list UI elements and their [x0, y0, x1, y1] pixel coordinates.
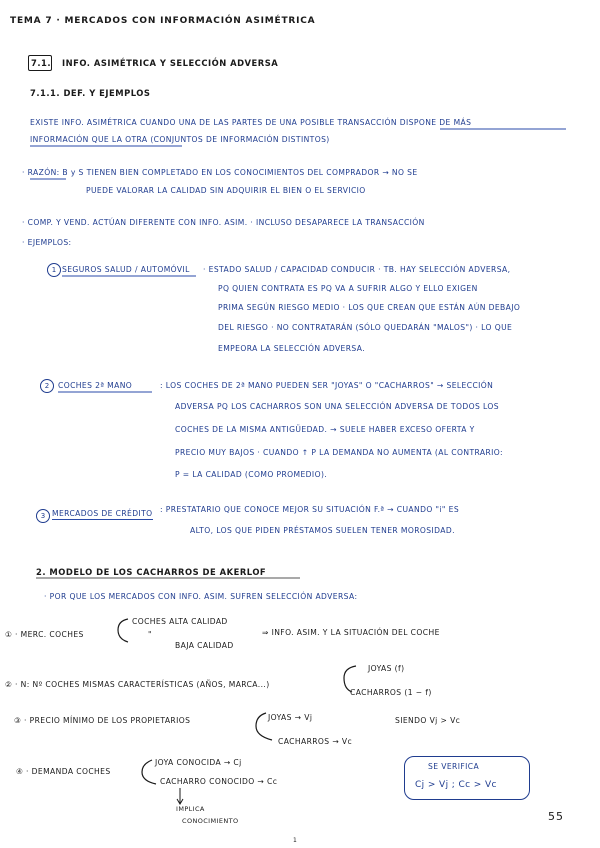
example-3-number: 3: [36, 509, 50, 523]
porque-line: · POR QUE LOS MERCADOS CON INFO. ASIM. SUFREN SELECCIÓN ADVERSA:: [44, 592, 358, 601]
section-number: 7.1.: [31, 58, 52, 68]
section-title: INFO. ASIMÉTRICA Y SELECCIÓN ADVERSA: [62, 58, 279, 68]
example-3-line-1: : PRESTATARIO QUE CONOCE MEJOR SU SITUACIÓN F.ª → CUANDO "i" ES: [160, 505, 460, 514]
model-1-branch-low: BAJA CALIDAD: [175, 641, 234, 650]
ejemplos-label: · EJEMPLOS:: [22, 238, 72, 247]
example-2-line-3: COCHES DE LA MISMA ANTIGÜEDAD. → SUELE HABER EXCESO OFERTA Y: [175, 425, 475, 434]
model-1-ditto-mark: ": [148, 630, 152, 639]
example-2-label: COCHES 2ª MANO: [58, 381, 133, 390]
example-1-number: 1: [47, 263, 61, 277]
example-2-line-2: ADVERSA PQ LOS CACHARROS SON UNA SELECCIÓN ADVERSA DE TODOS LOS: [175, 402, 499, 411]
razon-line-2: PUEDE VALORAR LA CALIDAD SIN ADQUIRIR EL BIEN O EL SERVICIO: [86, 186, 366, 195]
model-1-branch-high: COCHES ALTA CALIDAD: [132, 617, 228, 626]
example-2-line-4: PRECIO MUY BAJOS · CUANDO ↑ P LA DEMANDA NO AUMENTA (AL CONTRARIO:: [175, 448, 503, 457]
example-3-line-2: ALTO, LOS QUE PIDEN PRÉSTAMOS SUELEN TENER MOROSIDAD.: [190, 526, 455, 535]
page-title: TEMA 7 · MERCADOS CON INFORMACIÓN ASIMÉTRICA: [10, 16, 316, 26]
example-1-line-2: PQ QUIEN CONTRATA ES PQ VA A SUFRIR ALGO Y ELLO EXIGEN: [218, 284, 478, 293]
subsection-title: 7.1.1. DEF. Y EJEMPLOS: [30, 88, 151, 98]
definition-line-2: INFORMACIÓN QUE LA OTRA (CONJUNTOS DE INFORMACIÓN DISTINTOS): [30, 135, 330, 144]
model-3-result: SIENDO Vj > Vc: [395, 716, 461, 725]
model-4-branch-cacharro: CACHARRO CONOCIDO → Cc: [160, 777, 278, 786]
verification-title: SE VERIFICA: [428, 762, 480, 771]
page-number: 55: [548, 810, 564, 823]
model-4-label: ④ · DEMANDA COCHES: [16, 767, 111, 776]
example-1-line-4: DEL RIESGO · NO CONTRATARÁN (SÓLO QUEDARÁN "MALOS") · LO QUE: [218, 323, 513, 332]
example-1-line-3: PRIMA SEGÚN RIESGO MEDIO · LOS QUE CREAN QUE ESTÁN AÚN DEBAJO: [218, 303, 521, 312]
example-2-number: 2: [40, 379, 54, 393]
model-3-branch-cacharros: CACHARROS → Vc: [278, 737, 353, 746]
razon-line-1: · RAZÓN: B y S TIENEN BIEN COMPLETADO EN LOS CONOCIMIENTOS DEL COMPRADOR → NO SE: [22, 168, 418, 177]
model-3-label: ③ · PRECIO MÍNIMO DE LOS PROPIETARIOS: [14, 716, 191, 725]
example-2-line-5: P = LA CALIDAD (COMO PROMEDIO).: [175, 470, 328, 479]
example-1-label: SEGUROS SALUD / AUTOMÓVIL: [62, 265, 190, 274]
section-2-title: 2. MODELO DE LOS CACHARROS DE AKERLOF: [36, 567, 267, 577]
model-1-label: ① · MERC. COCHES: [5, 630, 84, 639]
model-2-branch-cacharros: CACHARROS (1 − f): [350, 688, 432, 697]
model-2-label: ② · N: Nº COCHES MISMAS CARACTERÍSTICAS (AÑOS, MARCA...): [5, 680, 270, 689]
conocimiento-label: CONOCIMIENTO: [182, 817, 239, 825]
example-1-line-1: · ESTADO SALUD / CAPACIDAD CONDUCIR · TB. HAY SELECCIÓN ADVERSA,: [203, 265, 511, 274]
definition-line-1: EXISTE INFO. ASIMÉTRICA CUANDO UNA DE LAS PARTES DE UNA POSIBLE TRANSACCIÓN DISPONE DE MÁS: [30, 118, 472, 127]
verification-formula: Cj > Vj ; Cc > Vc: [415, 780, 497, 790]
model-1-result: ⇒ INFO. ASIM. Y LA SITUACIÓN DEL COCHE: [262, 628, 440, 637]
model-2-branch-joyas: JOYAS (f): [368, 664, 405, 673]
implica-label: IMPLICA: [176, 805, 205, 813]
comp-line: · COMP. Y VEND. ACTÚAN DIFERENTE CON INFO. ASIM. · INCLUSO DESAPARECE LA TRANSACCIÓN: [22, 218, 425, 227]
footer-mark: 1: [293, 837, 298, 844]
example-1-line-5: EMPEORA LA SELECCIÓN ADVERSA.: [218, 344, 366, 353]
example-2-line-1: : LOS COCHES DE 2ª MANO PUEDEN SER "JOYAS" O "CACHARROS" → SELECCIÓN: [160, 381, 494, 390]
model-4-branch-joya: JOYA CONOCIDA → Cj: [155, 758, 242, 767]
model-3-branch-joyas: JOYAS → Vj: [268, 713, 313, 722]
example-3-label: MERCADOS DE CRÉDITO: [52, 509, 153, 518]
